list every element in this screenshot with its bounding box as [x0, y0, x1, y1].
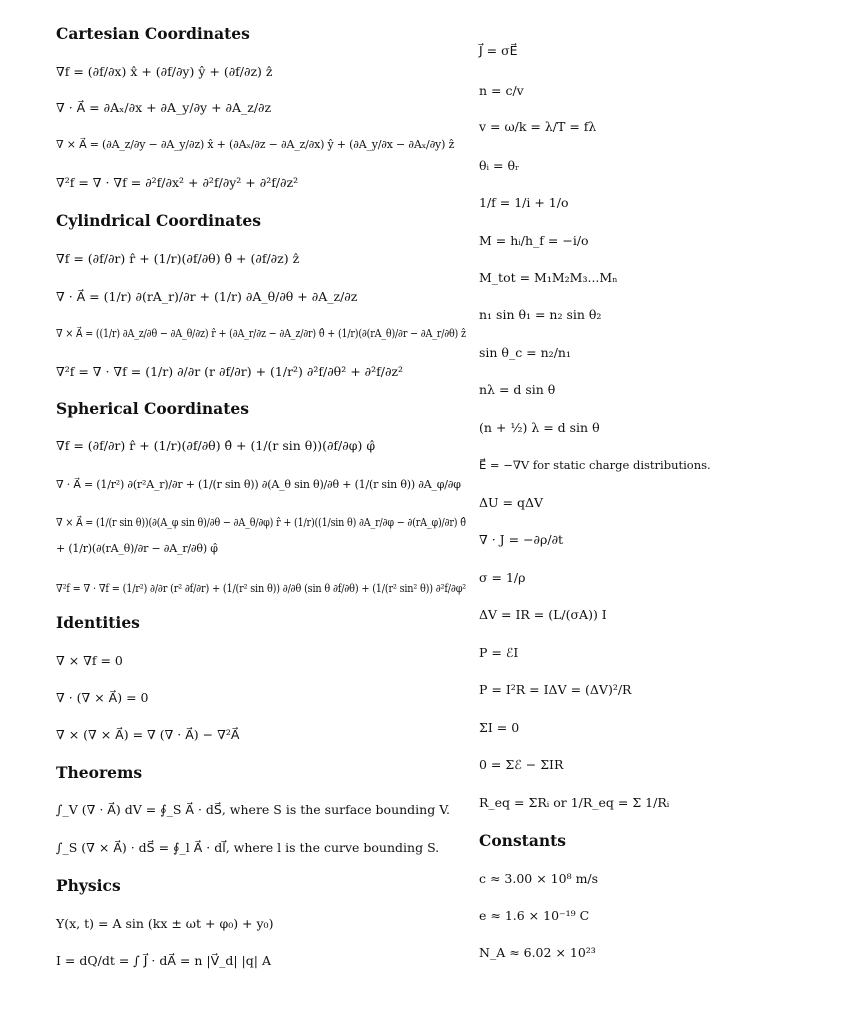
law-of-reflection: θᵢ = θᵣ — [479, 158, 520, 173]
continuity-equation: ∇ · J = −∂ρ/∂t — [479, 532, 564, 547]
ohms-law-microscopic: J⃗ = σE⃗ — [479, 43, 518, 58]
current-equation: I = dQ/dt = ∫ J⃗ · dA⃗ = n |V⃗_d| |q| A — [56, 953, 271, 968]
magnification: M = hᵢ/h_f = −i/o — [479, 233, 589, 248]
cartesian-heading: Cartesian Coordinates — [56, 24, 250, 43]
wave-speed: v = ω/k = λ/T = fλ — [479, 119, 597, 134]
cartesian-gradient: ∇f = (∂f/∂x) x̂ + (∂f/∂y) ŷ + (∂f/∂z) ẑ — [56, 64, 273, 79]
total-magnification: M_tot = M₁M₂M₃...Mₙ — [479, 270, 618, 285]
thin-lens-equation: 1/f = 1/i + 1/o — [479, 195, 569, 210]
divergence-theorem: ∫_V (∇ · A⃗) dV = ∮_S A⃗ · dS⃗, where S is the surface bounding V. — [56, 802, 451, 817]
power-emf: P = ℰI — [479, 645, 519, 660]
cartesian-laplacian: ∇²f = ∇ · ∇f = ∂²f/∂x² + ∂²f/∂y² + ∂²f/∂z² — [56, 175, 299, 190]
power-resistor: P = I²R = IΔV = (ΔV)²/R — [479, 682, 632, 697]
stokes-theorem: ∫_S (∇ × A⃗) · dS⃗ = ∮_l A⃗ · dl⃗, where l is the curve bounding S. — [56, 840, 440, 855]
equivalent-resistance: R_eq = ΣRᵢ or 1/R_eq = Σ 1/Rᵢ — [479, 795, 670, 810]
physics-heading: Physics — [56, 876, 121, 895]
electric-field-potential: E⃗ = −∇V for static charge distributions. — [479, 458, 711, 472]
cylindrical-laplacian: ∇²f = ∇ · ∇f = (1/r) ∂/∂r (r ∂f/∂r) + (1/r²) ∂²f/∂θ² + ∂²f/∂z² — [56, 364, 404, 379]
critical-angle: sin θ_c = n₂/n₁ — [479, 345, 571, 360]
spherical-heading: Spherical Coordinates — [56, 399, 249, 418]
spherical-laplacian: ∇²f = ∇ · ∇f = (1/r²) ∂/∂r (r² ∂f/∂r) + (1/(r² sin θ)) ∂/∂θ (sin θ ∂f/∂θ) + (1/(r² sin² θ)) ∂²f/∂φ² — [56, 582, 467, 595]
destructive-interference: (n + ½) λ = d sin θ — [479, 420, 600, 435]
kirchhoff-current-law: ΣI = 0 — [479, 720, 520, 735]
theorems-heading: Theorems — [56, 763, 143, 782]
cylindrical-gradient: ∇f = (∂f/∂r) r̂ + (1/r)(∂f/∂θ) θ̂ + (∂f/∂z) ẑ — [56, 251, 300, 266]
avogadro-number: N_A ≈ 6.02 × 10²³ — [479, 945, 596, 960]
identity-curl-curl: ∇ × (∇ × A⃗) = ∇ (∇ · A⃗) − ∇²A⃗ — [56, 727, 240, 742]
constructive-interference: nλ = d sin θ — [479, 382, 556, 397]
identity-div-curl: ∇ · (∇ × A⃗) = 0 — [56, 690, 149, 705]
cylindrical-curl: ∇ × A⃗ = ((1/r) ∂A_z/∂θ − ∂A_θ/∂z) r̂ + (∂A_r/∂z − ∂A_z/∂r) θ̂ + (1/r)(∂(rA_θ)/∂r − ∂A_r/∂θ) ẑ — [56, 327, 466, 340]
identities-heading: Identities — [56, 613, 140, 632]
wave-equation: Y(x, t) = A sin (kx ± ωt + φ₀) + y₀) — [56, 916, 274, 931]
potential-energy: ΔU = qΔV — [479, 495, 544, 510]
kirchhoff-voltage-law: 0 = Σℰ − ΣIR — [479, 757, 564, 772]
conductivity: σ = 1/ρ — [479, 570, 526, 585]
snells-law: n₁ sin θ₁ = n₂ sin θ₂ — [479, 307, 602, 322]
elementary-charge: e ≈ 1.6 × 10⁻¹⁹ C — [479, 908, 590, 923]
ohms-law: ΔV = IR = (L/(σA)) I — [479, 607, 607, 622]
cartesian-curl: ∇ × A⃗ = (∂A_z/∂y − ∂A_y/∂z) x̂ + (∂Aₓ/∂z − ∂A_z/∂x) ŷ + (∂A_y/∂x − ∂Aₓ/∂y) ẑ — [56, 138, 455, 151]
identity-curl-grad: ∇ × ∇f = 0 — [56, 653, 123, 668]
constants-heading: Constants — [479, 831, 567, 850]
cartesian-divergence: ∇ · A⃗ = ∂Aₓ/∂x + ∂A_y/∂y + ∂A_z/∂z — [56, 100, 272, 115]
spherical-curl-cont: + (1/r)(∂(rA_θ)/∂r − ∂A_r/∂θ) φ̂ — [56, 542, 218, 555]
speed-of-light: c ≈ 3.00 × 10⁸ m/s — [479, 871, 599, 886]
spherical-gradient: ∇f = (∂f/∂r) r̂ + (1/r)(∂f/∂θ) θ̂ + (1/(r sin θ))(∂f/∂φ) φ̂ — [56, 438, 376, 453]
spherical-divergence: ∇ · A⃗ = (1/r²) ∂(r²A_r)/∂r + (1/(r sin θ)) ∂(A_θ sin θ)/∂θ + (1/(r sin θ)) ∂A_φ/∂φ — [56, 478, 461, 491]
cylindrical-divergence: ∇ · A⃗ = (1/r) ∂(rA_r)/∂r + (1/r) ∂A_θ/∂θ + ∂A_z/∂z — [56, 289, 358, 304]
refractive-index: n = c/v — [479, 83, 524, 98]
cylindrical-heading: Cylindrical Coordinates — [56, 211, 262, 230]
spherical-curl: ∇ × A⃗ = (1/(r sin θ))(∂(A_φ sin θ)/∂θ − ∂A_θ/∂φ) r̂ + (1/r)((1/sin θ) ∂A_r/∂φ − ∂(rA_φ)/∂r) θ̂ — [56, 516, 466, 529]
